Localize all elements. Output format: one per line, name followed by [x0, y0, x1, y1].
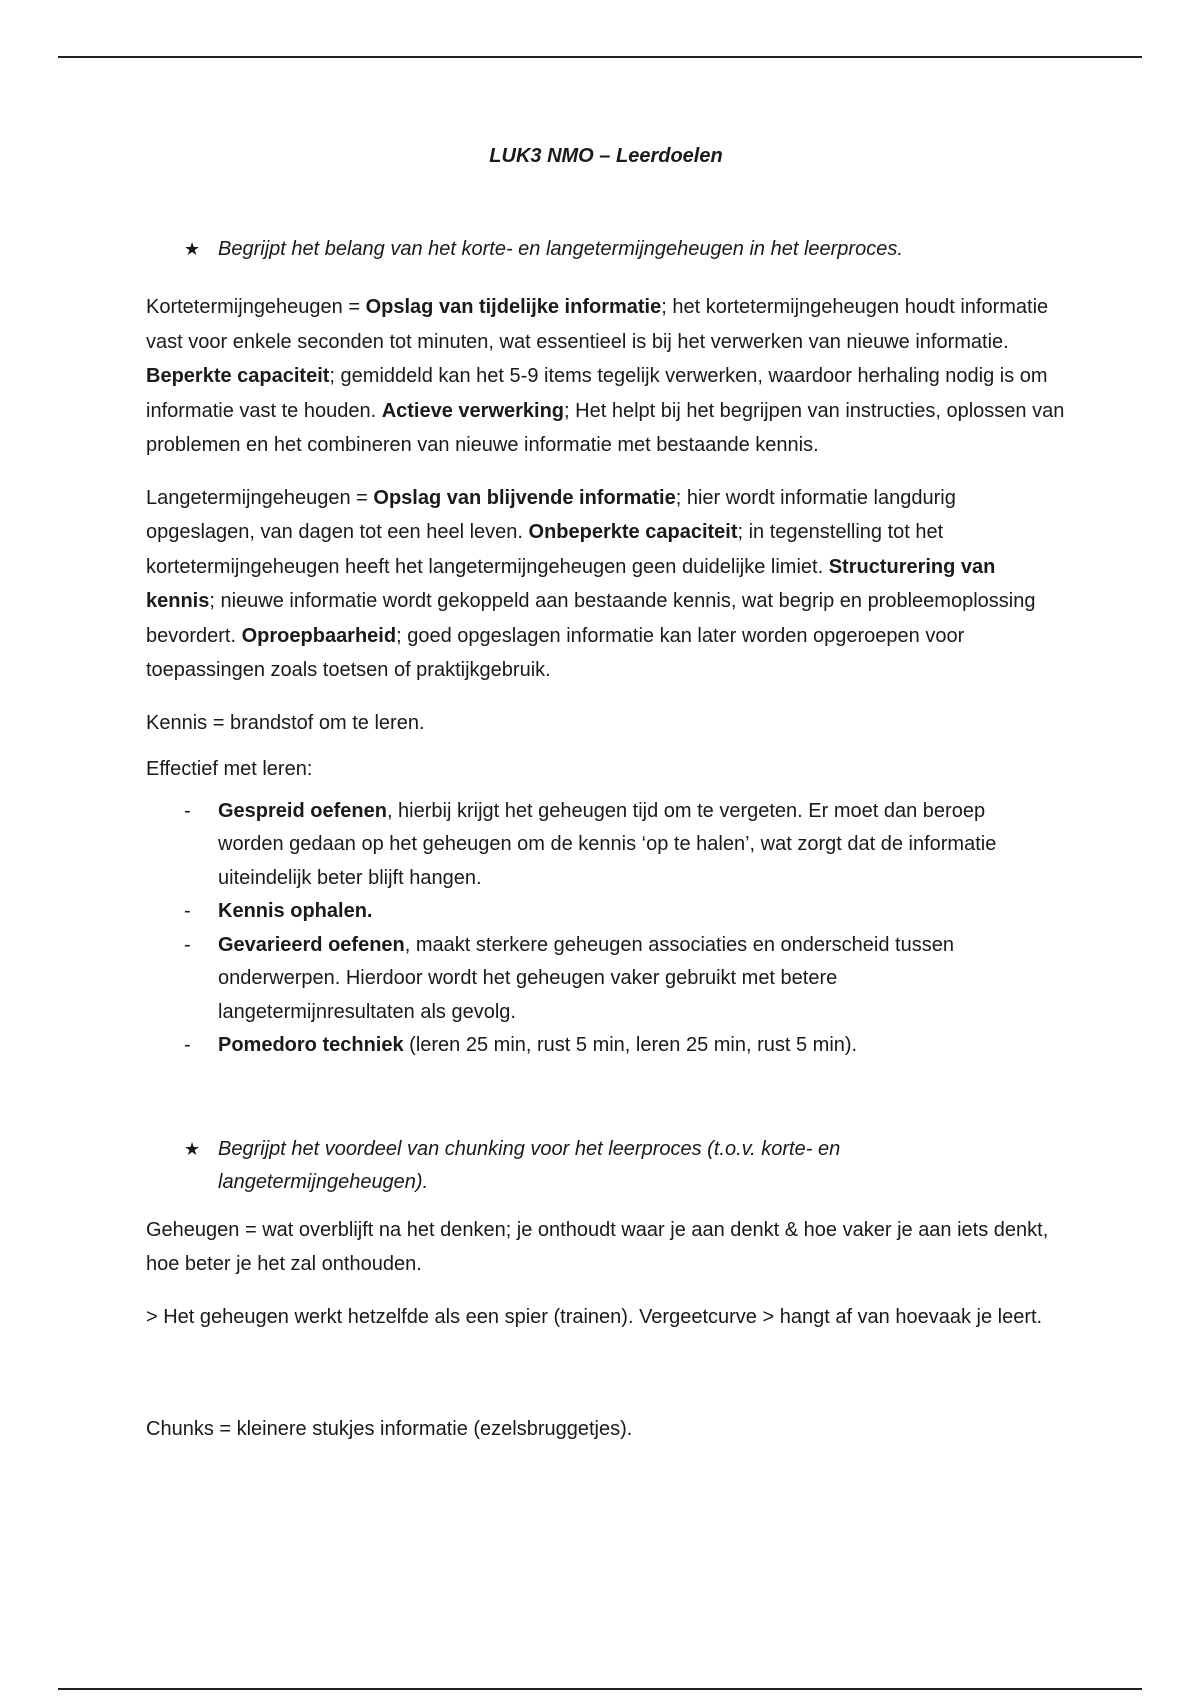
- learning-objective-1: [184, 233, 1066, 266]
- objective-text: Begrijpt het voordeel van chunking voor het leerproces (t.o.v. korte- en langetermijngeheugen).: [218, 1137, 841, 1193]
- paragraph-chunks: Chunks = kleinere stukjes informatie (ezelsbruggetjes).: [146, 1418, 633, 1440]
- paragraph-effectief: Effectief met leren:: [146, 758, 313, 780]
- paragraph-spier: > Het geheugen werkt hetzelfde als een spier (trainen). Vergeetcurve > hangt af van hoevaak je leert.: [146, 1305, 1043, 1328]
- star-bullet-icon: ★: [184, 239, 201, 259]
- bottom-rule: [58, 1688, 1142, 1690]
- objective-text: Begrijpt het belang van het korte- en langetermijngeheugen in het leerproces.: [218, 238, 903, 260]
- paragraph-geheugen: Geheugen = wat overblijft na het denken; je onthoudt waar je aan denkt & hoe vaker je aan iets denkt, hoe beter je het zal onthouden.: [146, 1218, 1049, 1275]
- list-item: - Gespreid oefenen, hierbij krijgt het geheugen tijd om te vergeten. Er moet dan beroep worden gedaan op het geheugen om de kennis ‘op te halen’, wat zorgt dat de informatie uiteindelijk beter blijft hangen.: [184, 799, 997, 889]
- list-item: - Pomedoro techniek (leren 25 min, rust 5 min, leren 25 min, rust 5 min).: [184, 1034, 858, 1056]
- document-page: [146, 145, 1066, 1465]
- paragraph-kortetermijngeheugen: Kortetermijngeheugen = Opslag van tijdelijke informatie; het kortetermijngeheugen houdt informatie vast voor enkele seconden tot minuten, wat essentieel is bij het verwerken van nieuwe informatie. Beperkte capaciteit; gemiddeld kan het 5-9 items tegelijk verwerken, waardoor herhaling nodig is om informatie vast te houden. Actieve verwerking; Het helpt bij het begrijpen van instructies, oplossen van problemen en het combineren van nieuwe informatie met bestaande kennis.: [146, 296, 1065, 456]
- learning-objective-2: [184, 1133, 1066, 1199]
- list-item: - Gevarieerd oefenen, maakt sterkere geheugen associaties en onderscheid tussen onderwerpen. Hierdoor wordt het geheugen vaker gebruikt met betere langetermijnresultaten als gevolg.: [184, 933, 954, 1023]
- document-title: LUK3 NMO – Leerdoelen: [489, 145, 723, 167]
- list-item: - Kennis ophalen.: [184, 900, 373, 922]
- top-rule: [58, 56, 1142, 58]
- paragraph-kennis: Kennis = brandstof om te leren.: [146, 711, 425, 734]
- effective-learning-list: [146, 795, 1066, 1063]
- paragraph-langetermijngeheugen: Langetermijngeheugen = Opslag van blijvende informatie; hier wordt informatie langdurig opgeslagen, van dagen tot een heel leven. Onbeperkte capaciteit; in tegenstelling tot het kortetermijngeheugen heeft het langetermijngeheugen geen duidelijke limiet. Structurering van kennis; nieuwe informatie wordt gekoppeld aan bestaande kennis, wat begrip en probleemoplossing bevordert. Oproepbaarheid; goed opgeslagen informatie kan later worden opgeroepen voor toepassingen zoals toetsen of praktijkgebruik.: [146, 486, 1036, 681]
- star-bullet-icon: ★: [184, 1138, 201, 1159]
